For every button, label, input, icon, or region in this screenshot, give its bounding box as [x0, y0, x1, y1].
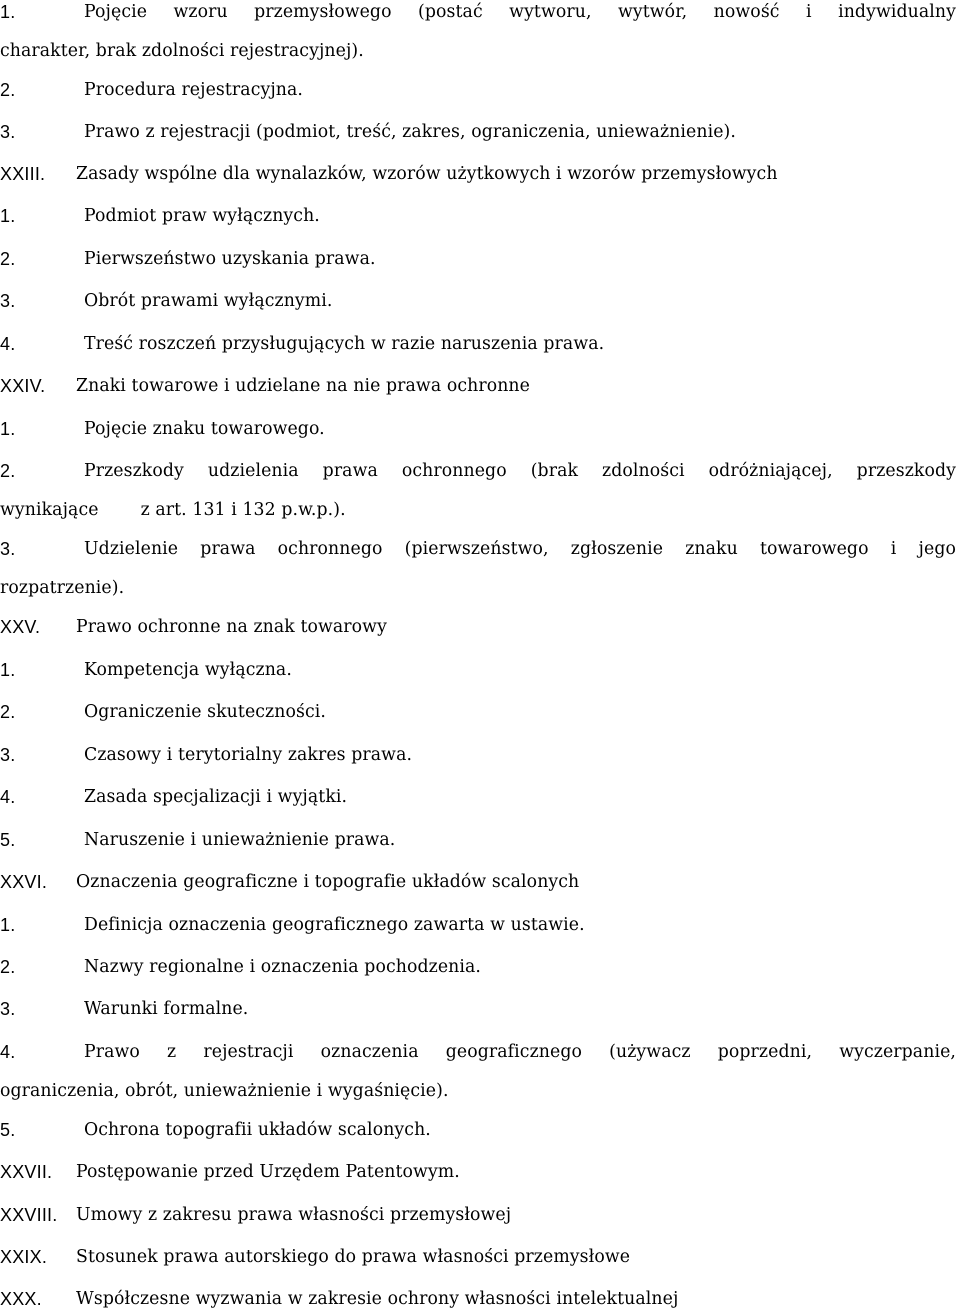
section-title: Współczesne wyzwania w zakresie ochrony własności intelektualnej: [76, 1289, 679, 1309]
item-text-continuation-part: wynikające: [0, 500, 99, 520]
item-number: 5.: [0, 830, 16, 850]
outline-item: [0, 913, 958, 953]
item-number: 2.: [0, 461, 16, 481]
item-number: 4.: [0, 334, 16, 354]
item-text: Prawo z rejestracji (podmiot, treść, zakres, ograniczenia, unieważnienie).: [84, 122, 736, 142]
outline-item: [0, 785, 958, 825]
outline-item: [0, 1040, 958, 1080]
outline-item: [0, 0, 958, 40]
item-text: Procedura rejestracyjna.: [84, 80, 304, 100]
section-heading: [0, 1245, 958, 1285]
item-text: Zasada specjalizacji i wyjątki.: [84, 787, 348, 807]
outline-item: [0, 332, 958, 372]
item-text: Ochrona topografii układów scalonych.: [84, 1120, 431, 1140]
outline-item: [0, 289, 958, 329]
section-number: XXV.: [0, 617, 41, 637]
section-heading: [0, 162, 958, 202]
item-text: Definicja oznaczenia geograficznego zawarta w ustawie.: [84, 915, 585, 935]
outline-item: [0, 78, 958, 118]
item-text-continuation: [0, 498, 346, 522]
section-heading: [0, 870, 958, 910]
item-number: 1.: [0, 419, 16, 439]
item-text: Nazwy regionalne i oznaczenia pochodzenia.: [84, 957, 482, 977]
item-text: Podmiot praw wyłącznych.: [84, 206, 320, 226]
outline-item: [0, 537, 958, 577]
section-heading: [0, 615, 958, 655]
outline-item: [0, 700, 958, 740]
section-heading: [0, 374, 958, 414]
section-number: XXVI.: [0, 872, 48, 892]
item-text-continuation: ograniczenia, obrót, unieważnienie i wygaśnięcie).: [0, 1081, 449, 1101]
item-number: 4.: [0, 1042, 16, 1062]
outline-item: [0, 828, 958, 868]
section-number: XXIX.: [0, 1247, 48, 1267]
item-number: 1.: [0, 915, 16, 935]
section-number: XXVIII.: [0, 1205, 58, 1225]
section-number: XXVII.: [0, 1162, 53, 1182]
outline-item: [0, 459, 958, 499]
item-text: Pierwszeństwo uzyskania prawa.: [84, 249, 376, 269]
item-number: 1.: [0, 2, 16, 22]
section-title: Umowy z zakresu prawa własności przemysłowej: [76, 1205, 512, 1225]
item-text: Kompetencja wyłączna.: [84, 660, 292, 680]
item-number: 1.: [0, 660, 16, 680]
outline-item: [0, 247, 958, 287]
item-text: Udzielenie prawa ochronnego (pierwszeństwo, zgłoszenie znaku towarowego i jego: [84, 539, 956, 559]
item-text: Treść roszczeń przysługujących w razie naruszenia prawa.: [84, 334, 605, 354]
item-number: 2.: [0, 702, 16, 722]
item-text-continuation: charakter, brak zdolności rejestracyjnej).: [0, 41, 364, 61]
item-text: Obrót prawami wyłącznymi.: [84, 291, 333, 311]
item-text-continuation: rozpatrzenie).: [0, 578, 125, 598]
item-number: 3.: [0, 745, 16, 765]
section-title: Znaki towarowe i udzielane na nie prawa ochronne: [76, 376, 530, 396]
item-text: Pojęcie wzoru przemysłowego (postać wytworu, wytwór, nowość i indywidualny: [84, 2, 956, 22]
outline-item: [0, 417, 958, 457]
outline-item: [0, 204, 958, 244]
item-text: Pojęcie znaku towarowego.: [84, 419, 325, 439]
item-text-continuation-part: z art. 131 i 132 p.w.p.).: [140, 500, 346, 520]
outline-item: [0, 997, 958, 1037]
section-title: Zasady wspólne dla wynalazków, wzorów użytkowych i wzorów przemysłowych: [76, 164, 778, 184]
section-title: Postępowanie przed Urzędem Patentowym.: [76, 1162, 460, 1182]
section-number: XXIV.: [0, 376, 46, 396]
outline-item: [0, 120, 958, 160]
item-number: 1.: [0, 206, 16, 226]
section-title: Prawo ochronne na znak towarowy: [76, 617, 387, 637]
item-number: 5.: [0, 1120, 16, 1140]
section-title: Stosunek prawa autorskiego do prawa własności przemysłowe: [76, 1247, 631, 1267]
section-heading: [0, 1287, 958, 1311]
item-text: Prawo z rejestracji oznaczenia geograficznego (używacz poprzedni, wyczerpanie,: [84, 1042, 956, 1062]
section-number: XXX.: [0, 1289, 42, 1309]
outline-item: [0, 743, 958, 783]
item-text: Czasowy i terytorialny zakres prawa.: [84, 745, 413, 765]
item-number: 3.: [0, 291, 16, 311]
item-number: 4.: [0, 787, 16, 807]
item-number: 2.: [0, 249, 16, 269]
item-text: Ograniczenie skuteczności.: [84, 702, 326, 722]
outline-item: [0, 955, 958, 995]
section-number: XXIII.: [0, 164, 46, 184]
item-text: Naruszenie i unieważnienie prawa.: [84, 830, 396, 850]
item-number: 3.: [0, 539, 16, 559]
item-number: 2.: [0, 80, 16, 100]
section-title: Oznaczenia geograficzne i topografie układów scalonych: [76, 872, 580, 892]
item-number: 3.: [0, 999, 16, 1019]
outline-item: [0, 658, 958, 698]
item-number: 2.: [0, 957, 16, 977]
section-heading: [0, 1203, 958, 1243]
item-number: 3.: [0, 122, 16, 142]
item-text: Przeszkody udzielenia prawa ochronnego (brak zdolności odróżniającej, przeszkody: [84, 461, 956, 481]
outline-item: [0, 1118, 958, 1158]
section-heading: [0, 1160, 958, 1200]
item-text: Warunki formalne.: [84, 999, 249, 1019]
